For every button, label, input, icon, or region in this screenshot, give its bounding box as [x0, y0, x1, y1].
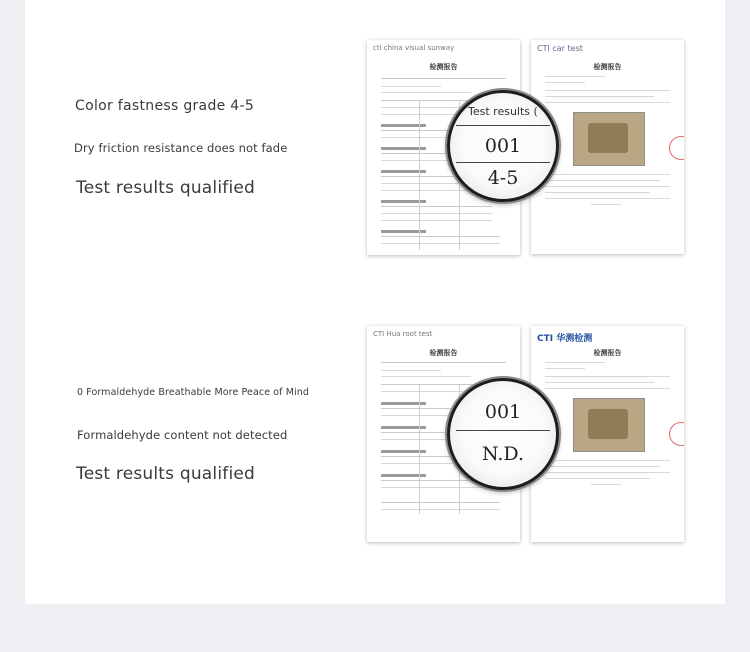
lens-value-top: 001 [484, 401, 522, 423]
lens-label: Test results ( [468, 105, 538, 118]
document-caption: CTI car test [537, 44, 583, 53]
document-title: 检测报告 [593, 349, 622, 357]
document-title: 检测报告 [593, 63, 622, 71]
section1-heading: Color fastness grade 4-5 [75, 98, 255, 114]
section1-result: Test results qualified [76, 178, 256, 198]
cti-logo: CTI 华测检测 [537, 334, 593, 344]
lens-value-bottom: 4-5 [487, 167, 519, 189]
section2-result: Test results qualified [76, 464, 256, 484]
document-title: 检测报告 [429, 63, 458, 71]
magnifier-lens-1 [447, 90, 559, 202]
sample-photo [573, 112, 645, 166]
document-caption: CTI Hua root test [373, 330, 433, 338]
document-title: 检测报告 [429, 349, 458, 357]
seal-stamp [669, 422, 684, 446]
lens-value-top: 001 [484, 135, 522, 157]
seal-stamp [669, 136, 684, 160]
document-caption: cti china visual sunway [373, 44, 455, 52]
magnifier-lens-2 [447, 378, 559, 490]
section2-heading: 0 Formaldehyde Breathable More Peace of Mind [77, 387, 310, 398]
lens-value-bottom: N.D. [481, 443, 525, 465]
content-card [25, 0, 725, 604]
sample-photo [573, 398, 645, 452]
section1-subtext: Dry friction resistance does not fade [74, 141, 288, 155]
section2-subtext: Formaldehyde content not detected [77, 428, 288, 442]
